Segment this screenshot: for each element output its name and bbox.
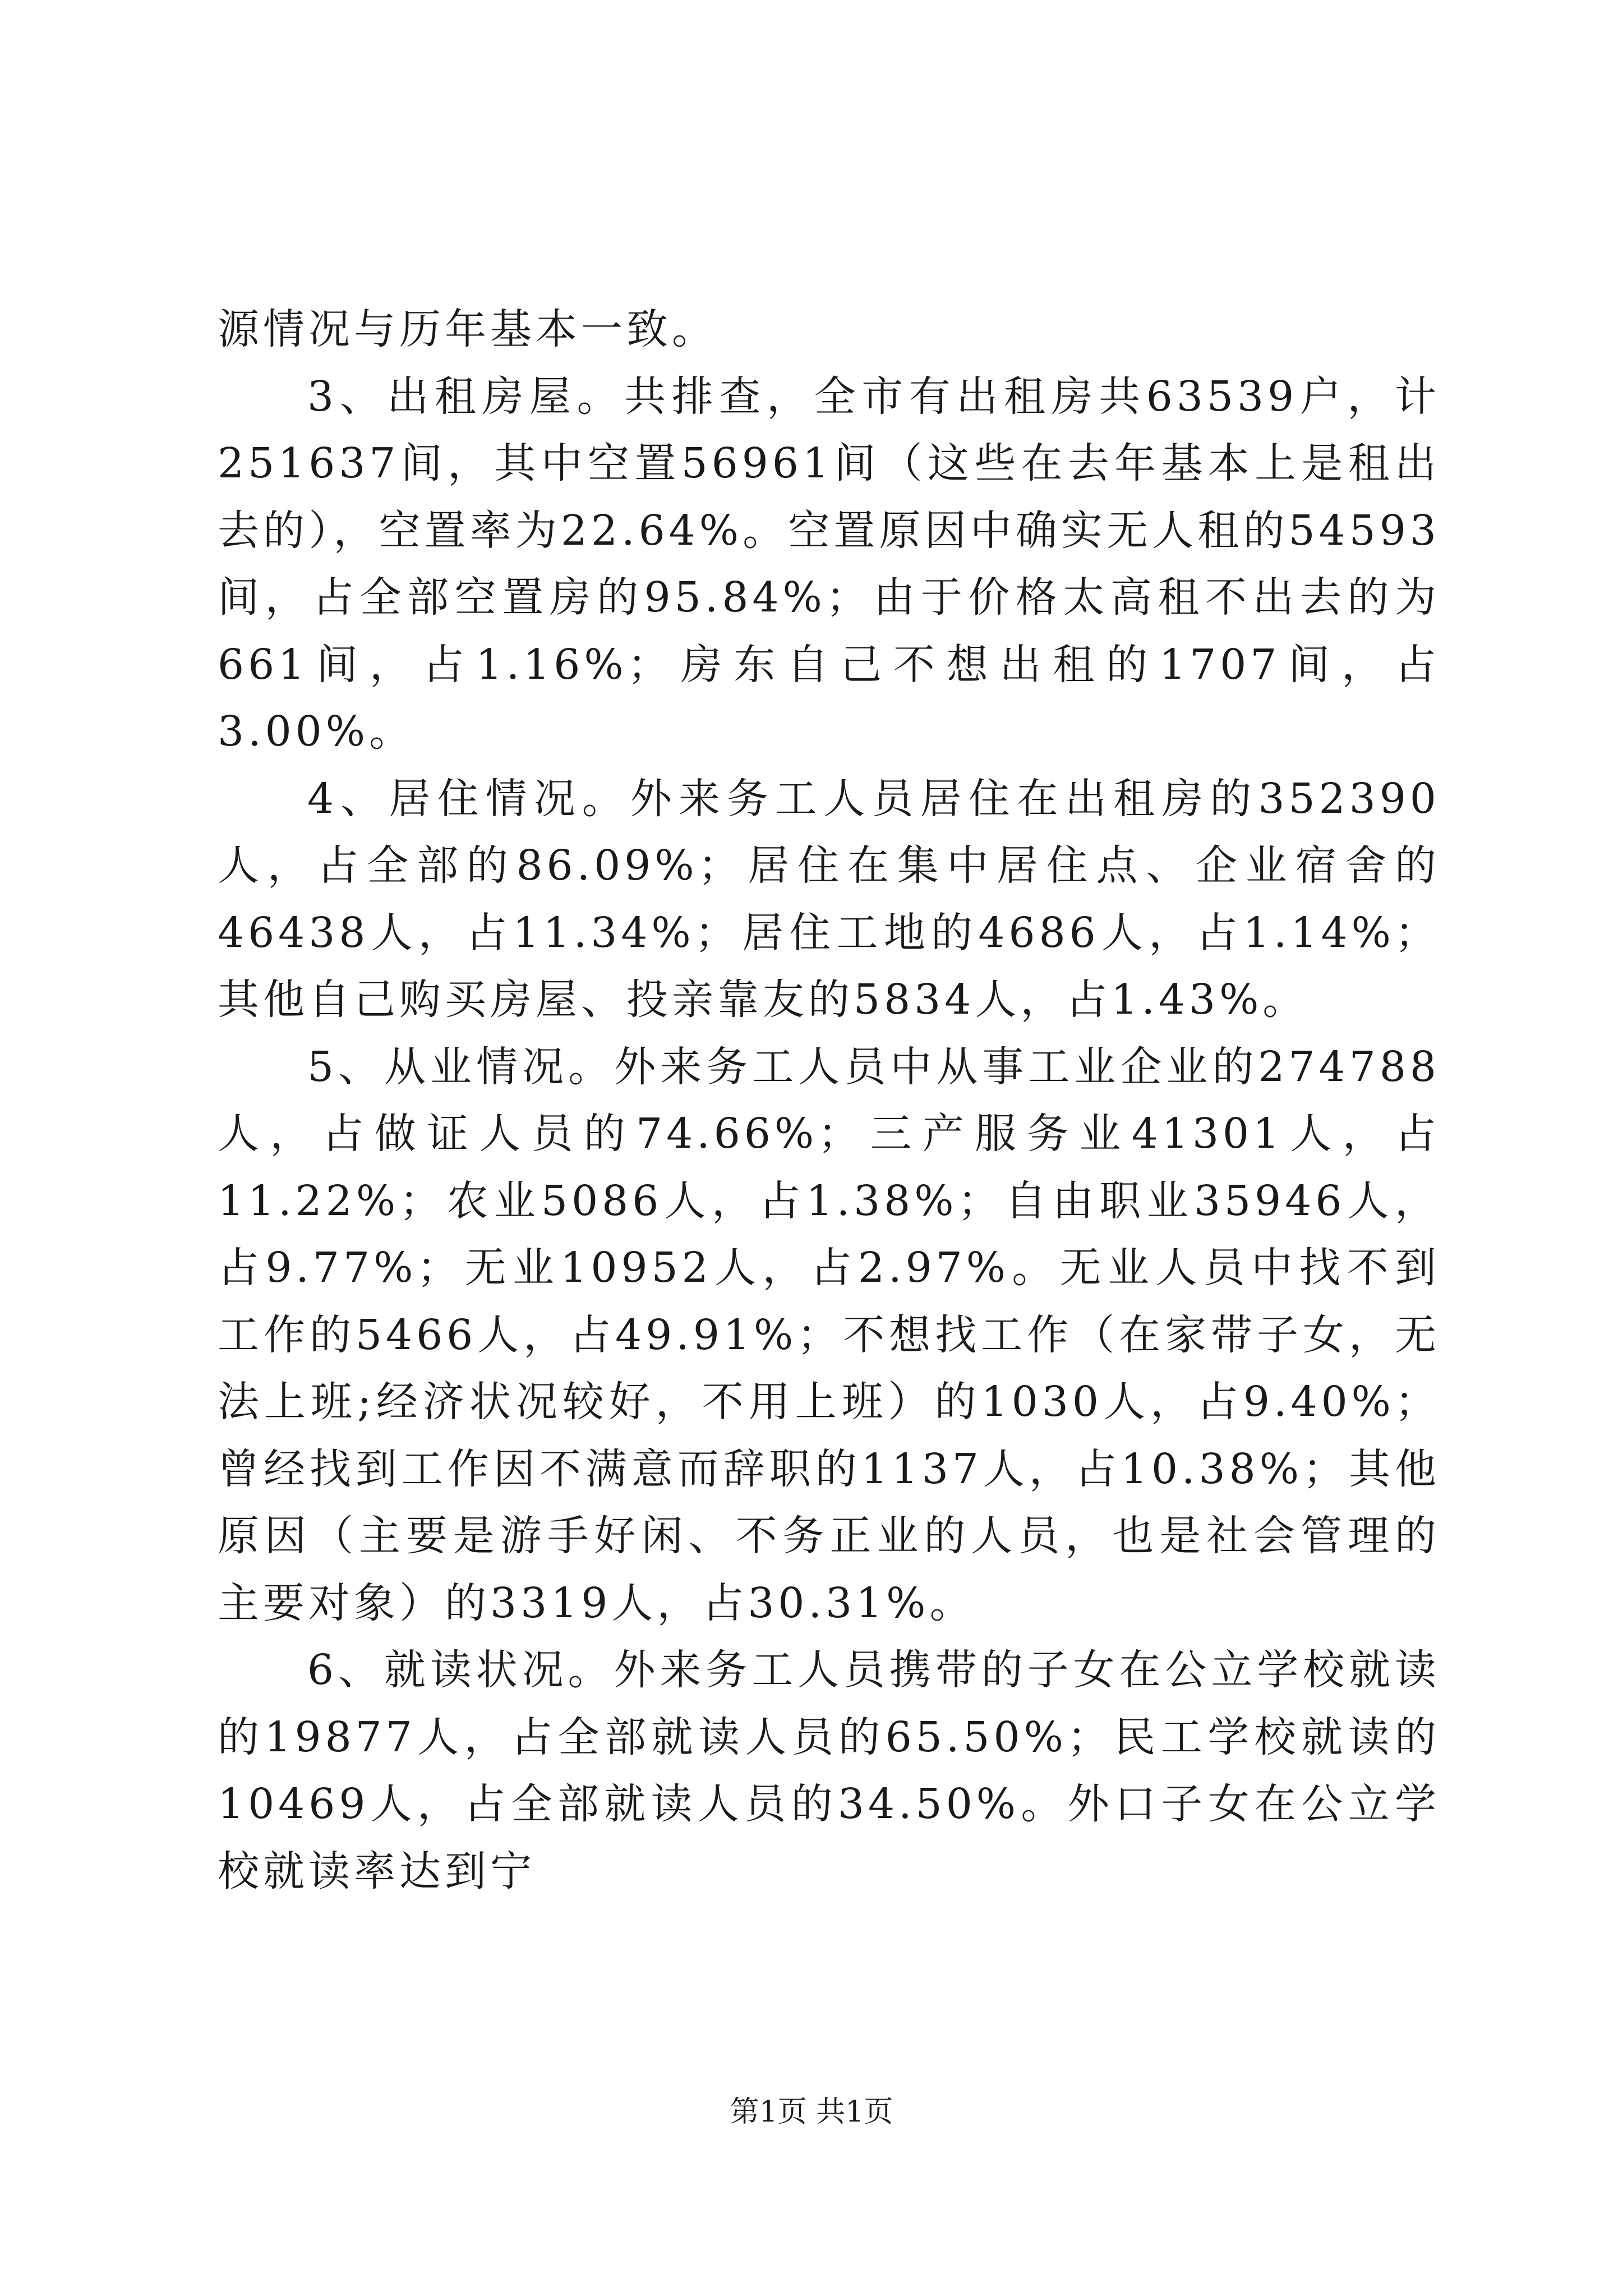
- page-footer: 第1页 共1页: [730, 2095, 893, 2129]
- paragraph-employment: 5、从业情况。外来务工人员中从事工业企业的274788人，占做证人员的74.66%；三产服务业41301人，占11.22%；农业5086人，占1.38%；自由职业35946人，占9.77%；无业10952人，占2.97%。无业人员中找不到工作的5466人，占49.91%；不想找工作（在家带子女，无法上班;经济状况较好，不用上班）的1030人，占9.40%；曾经找到工作因不满意而辞职的1137人，占10.38%；其他原因（主要是游手好闲、不务正业的人员，也是社会管理的主要对象）的3319人，占30.31%。: [218, 1042, 1440, 1627]
- document-body: [218, 296, 1440, 1905]
- paragraph-continuation: 源情况与历年基本一致。: [218, 305, 717, 353]
- paragraph-rental-housing: 3、出租房屋。共排查，全市有出租房共63539户，计251637间，其中空置56961间（这些在去年基本上是租出去的），空置率为22.64%。空置原因中确实无人租的54593间，占全部空置房的95.84%；由于价格太高租不出去的为661间，占1.16%；房东自己不想出租的1707间，占3.00%。: [218, 372, 1440, 756]
- paragraph-schooling: 6、就读状况。外来务工人员携带的子女在公立学校就读的19877人，占全部就读人员的65.50%；民工学校就读的10469人，占全部就读人员的34.50%。外口子女在公立学校就读率达到宁: [218, 1646, 1440, 1895]
- paragraph-residence: 4、居住情况。外来务工人员居住在出租房的352390人，占全部的86.09%；居住在集中居住点、企业宿舍的46438人，占11.34%；居住工地的4686人，占1.14%；其他自己购买房屋、投亲靠友的5834人，占1.43%。: [218, 774, 1440, 1024]
